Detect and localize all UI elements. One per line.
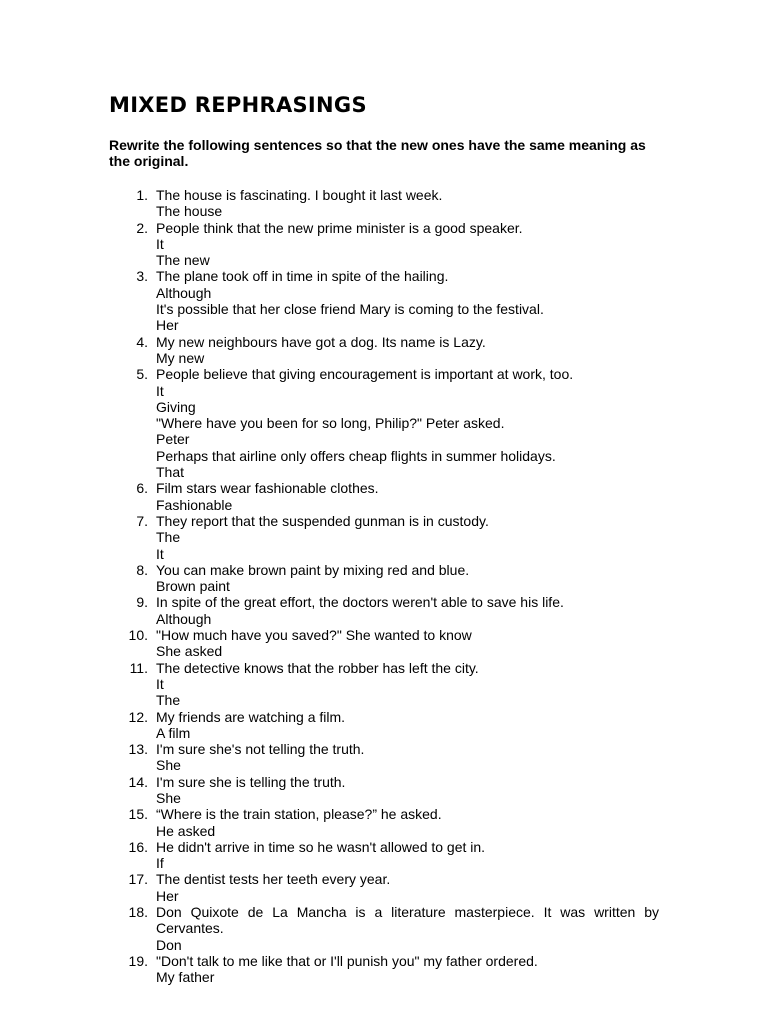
exercise-sentence: Don Quixote de La Mancha is a literature masterpiece. It was written by Cervantes.: [156, 904, 659, 937]
exercise-line: Her: [156, 317, 179, 334]
exercise-line: Brown paint: [156, 578, 230, 595]
exercise-item: [0, 774, 768, 807]
exercise-sentence: You can make brown paint by mixing red and blue.: [156, 561, 470, 578]
exercise-line: That: [156, 464, 185, 481]
page-title: MIXED REPHRASINGS: [109, 93, 367, 117]
exercise-sentence: “Where is the train station, please?” he asked.: [156, 806, 442, 823]
exercise-line: The: [156, 692, 181, 709]
exercise-number: 19.: [128, 952, 148, 969]
exercise-sentence: "How much have you saved?" She wanted to know: [156, 627, 472, 644]
exercise-line: It: [156, 382, 164, 399]
exercise-line: Her: [156, 887, 179, 904]
exercise-item: [0, 187, 768, 220]
exercise-item: [0, 334, 768, 367]
exercise-line: "Where have you been for so long, Philip?" Peter asked.: [156, 415, 505, 432]
exercise-number: 15.: [128, 806, 148, 823]
exercise-line: She asked: [156, 643, 223, 660]
exercise-item: [0, 806, 768, 839]
exercise-item: [0, 660, 768, 709]
exercise-item: [0, 904, 768, 953]
exercise-number: 2.: [136, 219, 148, 236]
exercise-number: 1.: [136, 187, 148, 203]
exercise-number: 14.: [128, 773, 148, 790]
exercise-line: He asked: [156, 822, 216, 839]
instructions-text: Rewrite the following sentences so that the new ones have the same meaning as the original.: [109, 137, 646, 170]
exercise-number: 13.: [128, 741, 148, 758]
exercise-line: The house: [156, 203, 223, 220]
exercise-sentence: The dentist tests her teeth every year.: [156, 871, 391, 888]
exercise-item: [0, 871, 768, 904]
exercise-line: It's possible that her close friend Mary is coming to the festival.: [156, 301, 544, 318]
exercise-item: [0, 627, 768, 660]
exercise-sentence: They report that the suspended gunman is in custody.: [156, 512, 489, 529]
exercise-list: [0, 187, 768, 986]
exercise-line: My father: [156, 969, 215, 986]
exercise-line: She: [156, 789, 181, 806]
exercise-sentence: Film stars wear fashionable clothes.: [156, 480, 379, 497]
exercise-number: 7.: [136, 512, 148, 529]
exercise-number: 18.: [128, 904, 148, 921]
exercise-item: [0, 268, 768, 333]
exercise-sentence: People think that the new prime minister is a good speaker.: [156, 219, 523, 236]
exercise-line: A film: [156, 724, 191, 741]
exercise-item: [0, 366, 768, 480]
exercise-number: 5.: [136, 366, 148, 383]
exercise-item: [0, 741, 768, 774]
exercise-sentence: In spite of the great effort, the doctors weren't able to save his life.: [156, 594, 564, 611]
exercise-line: My new: [156, 349, 205, 366]
exercise-item: [0, 513, 768, 562]
exercise-sentence: I'm sure she is telling the truth.: [156, 773, 346, 790]
exercise-number: 12.: [128, 708, 148, 725]
exercise-line: It: [156, 675, 164, 692]
exercise-number: 4.: [136, 333, 148, 350]
exercise-sentence: He didn't arrive in time so he wasn't allowed to get in.: [156, 838, 486, 855]
exercise-line: Fashionable: [156, 496, 233, 513]
exercise-line: Giving: [156, 398, 196, 415]
exercise-item: [0, 709, 768, 742]
exercise-sentence: The plane took off in time in spite of the hailing.: [156, 268, 449, 285]
exercise-number: 17.: [128, 871, 148, 888]
exercise-line: If: [156, 855, 164, 872]
exercise-number: 11.: [129, 659, 148, 676]
exercise-number: 3.: [136, 268, 148, 285]
exercise-number: 9.: [136, 594, 148, 611]
exercise-line: Although: [156, 610, 212, 627]
exercise-number: 10.: [128, 627, 148, 644]
exercise-number: 16.: [128, 838, 148, 855]
exercise-line: Perhaps that airline only offers cheap flights in summer holidays.: [156, 447, 556, 464]
exercise-line: The: [156, 529, 181, 546]
exercise-number: 8.: [136, 561, 148, 578]
exercise-sentence: I'm sure she's not telling the truth.: [156, 741, 365, 758]
exercise-sentence: My friends are watching a film.: [156, 708, 346, 725]
exercise-line: Peter: [156, 431, 190, 448]
exercise-item: [0, 953, 768, 986]
exercise-line: Don: [156, 936, 182, 953]
exercise-item: [0, 562, 768, 595]
exercise-item: [0, 839, 768, 872]
exercise-sentence: People believe that giving encouragement is important at work, too.: [156, 366, 574, 383]
exercise-number: 6.: [136, 480, 148, 497]
exercise-line: The new: [156, 252, 210, 269]
exercise-sentence: "Don't talk to me like that or I'll punish you" my father ordered.: [156, 952, 538, 969]
exercise-sentence: The detective knows that the robber has left the city.: [156, 659, 479, 676]
exercise-sentence: The house is fascinating. I bought it last week.: [156, 187, 443, 203]
exercise-line: She: [156, 757, 181, 774]
exercise-item: [0, 480, 768, 513]
exercise-item: [0, 594, 768, 627]
exercise-item: [0, 220, 768, 269]
exercise-line: It: [156, 545, 164, 562]
exercise-line: Although: [156, 284, 212, 301]
exercise-sentence: My new neighbours have got a dog. Its name is Lazy.: [156, 333, 486, 350]
exercise-line: It: [156, 235, 164, 252]
